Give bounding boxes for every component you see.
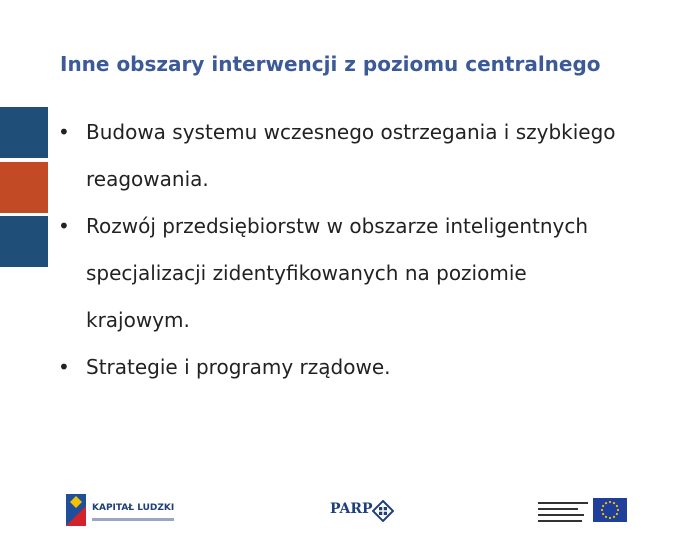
bullet-line: reagowania.: [86, 167, 209, 191]
eu-logo-text-lines: [538, 500, 590, 522]
parp-mark-icon: [372, 500, 394, 522]
kapital-ludzki-mark-icon: [64, 492, 88, 528]
slide-title: Inne obszary interwencji z poziomu centralnego: [60, 52, 601, 76]
bullet-item: [58, 109, 678, 203]
parp-logo: [330, 498, 394, 524]
bullet-list: [58, 109, 678, 391]
bullet-line: Strategie i programy rządowe.: [86, 355, 391, 379]
side-accent-block-orange: [0, 162, 48, 213]
bullet-line: Budowa systemu wczesnego ostrzegania i szybkiego: [86, 120, 616, 144]
kapital-ludzki-logo: [64, 492, 184, 528]
bullet-dot: •: [58, 214, 70, 238]
bullet-line: Rozwój przedsiębiorstw w obszarze inteligentnych: [86, 214, 589, 238]
eu-flag-icon: [593, 498, 627, 522]
kapital-ludzki-name: KAPITAŁ LUDZKI: [92, 503, 175, 513]
side-accent-block-blue-bottom: [0, 216, 48, 267]
parp-name: PARP: [330, 501, 373, 517]
bullet-item: [58, 344, 678, 391]
bullet-item: [58, 203, 678, 344]
bullet-dot: •: [58, 120, 70, 144]
eu-logo: [538, 498, 630, 524]
side-accent-block-blue-top: [0, 107, 48, 158]
footer-logos: [0, 488, 700, 533]
kapital-ludzki-subtitle-line: [92, 518, 174, 521]
bullet-line: krajowym.: [86, 308, 190, 332]
bullet-line: specjalizacji zidentyfikowanych na poziomie: [86, 261, 527, 285]
bullet-dot: •: [58, 355, 70, 379]
